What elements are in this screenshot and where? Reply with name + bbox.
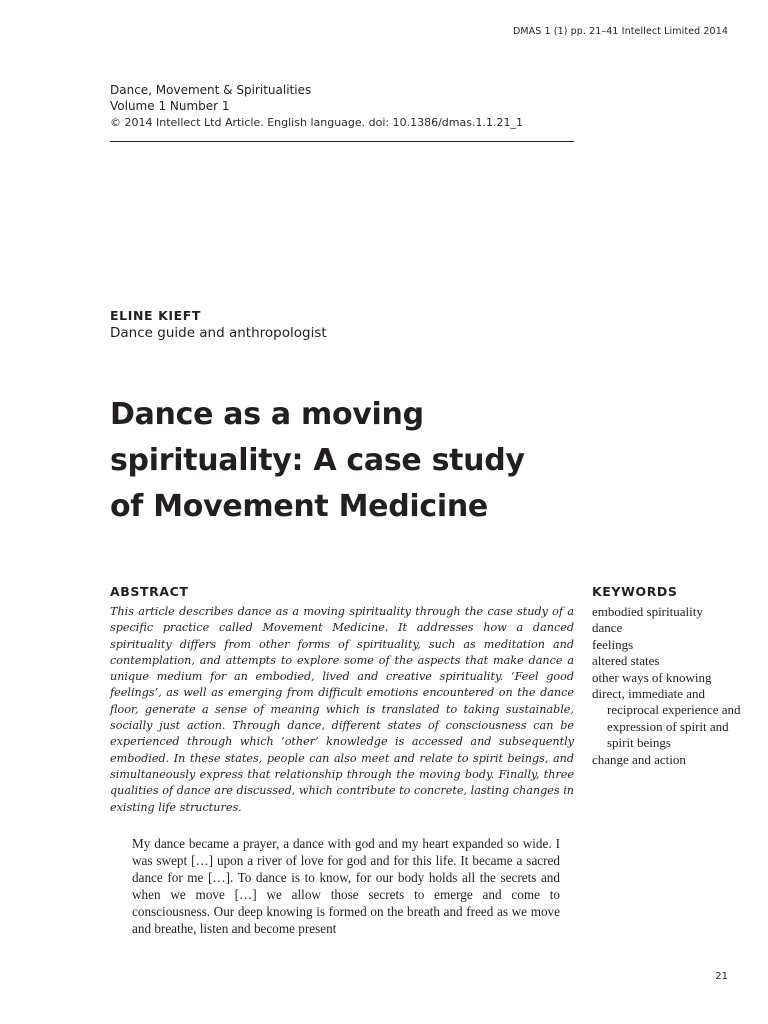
header-rule	[110, 141, 574, 142]
title-line: of Movement Medicine	[110, 489, 488, 524]
keyword-item: other ways of knowing	[592, 669, 712, 685]
journal-name: Dance, Movement & Spiritualities	[110, 83, 312, 97]
abstract-text: This article describes dance as a moving spirituality through the case study of a specific practice called Movement Medicine. It addresses how a danced spirituality differs from other forms of spirituality, such as meditation and contemplation, and attempts to explore some of the aspects that make dance a unique medium for an embodied, lived and creative spirituality. ‘Feel good feelings’, as well as emerging from difficult emotions encountered on the dance floor, generate a sense of meaning which is translated to taking sustainable, socially just action. Through dance, different states of consciousness can be experienced through which ‘other’ knowledge is accessed and subsequently embodied. In these states, people can also meet and relate to spirit beings, and simultaneously express that relationship through the moving body. Finally, three qualities of dance are discussed, which contribute to concrete, lasting changes in existing life structures.	[110, 605, 574, 814]
epigraph-quote: My dance became a prayer, a dance with god and my heart expanded so wide. I was swept […] upon a river of love for god and for this life. It became a sacred dance for me […]. To dance is to know, for our body holds all the secrets and when we move […] we allow those secrets to emerge and come to consciousness. Our deep knowing is formed on the breath and freed as we move and breathe, listen and become present	[132, 836, 560, 937]
keyword-item: embodied spirituality	[592, 604, 703, 619]
article-title	[110, 392, 550, 530]
author-role: Dance guide and anthropologist	[110, 325, 327, 341]
title-line: spirituality: A case study	[110, 443, 525, 478]
title-line: Dance as a moving	[110, 397, 424, 432]
keyword-item: direct, immediate and reciprocal experience and expression of spirit and spirit beings	[592, 686, 741, 751]
author-name: ELINE KIEFT	[110, 308, 202, 323]
keywords-heading: KEYWORDS	[592, 584, 678, 599]
keyword-item: change and action	[592, 751, 686, 767]
journal-info	[110, 82, 574, 142]
keyword-item: feelings	[592, 636, 634, 652]
journal-volume: Volume 1 Number 1	[110, 99, 230, 113]
page-number: 21	[715, 971, 728, 982]
abstract-heading: ABSTRACT	[110, 584, 189, 599]
keyword-item: altered states	[592, 653, 660, 669]
copyright-doi: © 2014 Intellect Ltd Article. English language. doi: 10.1386/dmas.1.1.21_1	[110, 116, 523, 129]
keywords-list	[592, 604, 742, 768]
running-head: DMAS 1 (1) pp. 21–41 Intellect Limited 2014	[512, 26, 728, 37]
keyword-item: dance	[592, 620, 623, 636]
